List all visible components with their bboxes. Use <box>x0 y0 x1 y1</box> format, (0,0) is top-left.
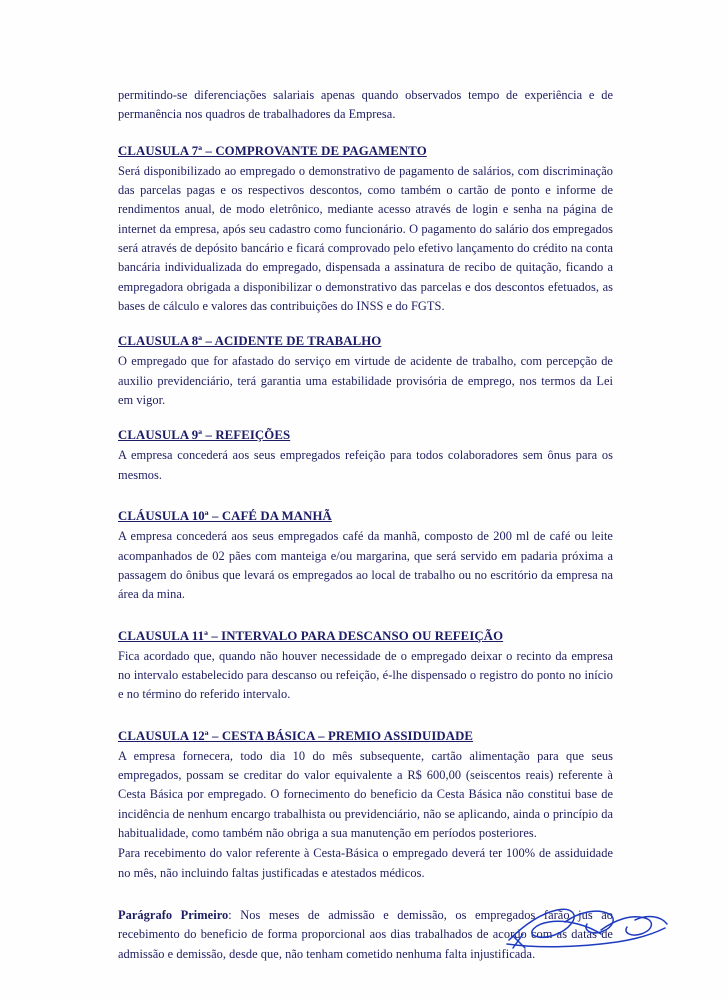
document-body <box>118 86 613 964</box>
clause-heading-7: CLAUSULA 7ª – COMPROVANTE DE PAGAMENTO <box>118 143 427 158</box>
signature-mark <box>505 900 675 970</box>
clause-paragraph-12-1: A empresa fornecera, todo dia 10 do mês subsequente, cartão alimentação para que seus empregados, possam se creditar do valor equivalente a R$ 600,00 (seiscentos reais) referente à Cesta Básica por empregado. O fornecimento do beneficio da Cesta Básica não constitui base de incidência de nenhum encargo trabalhista ou previdenciário, não se aplicando, ainda o princípio da habitualidade, como também não obriga a sua manutenção em períodos posteriores. <box>118 748 613 840</box>
clause-paragraph-7-1: Será disponibilizado ao empregado o demonstrativo de pagamento de salários, com discriminação das parcelas pagas e os respectivos descontos, como também o cartão de ponto e informe de rendimentos anual, de modo eletrônico, mediante acesso através de login e senha na página de internet da empresa, após seu cadastro como funcionário. O pagamento do salário dos empregados será através de depósito bancário e ficará comprovado pelo efetivo lançamento do crédito na conta bancária individualizada do empregado, dispensada a assinatura de recibo de quitação, ficando a empregadora obrigada a disponibilizar o demonstrativo das parcelas e dos descontos efetuados, as bases de cálculo e valores das contribuições do INSS e do FGTS. <box>118 163 613 314</box>
clause-paragraph-10-1: A empresa concederá aos seus empregados café da manhã, composto de 200 ml de café ou leite acompanhados de 02 pães com manteiga e/ou margarina, que será servido em padaria próxima a passagem do ônibus que levará os empregados ao local de trabalho ou no escritório da empresa na área da mina. <box>118 529 613 602</box>
intro-paragraph: permitindo-se diferenciações salariais apenas quando observados tempo de experiência e de permanência nos quadros de trabalhadores da Empresa. <box>118 88 613 122</box>
clause-heading-10: CLÁUSULA 10ª – CAFÉ DA MANHÃ <box>118 509 332 524</box>
clause-paragraph-8-1: O empregado que for afastado do serviço em virtude de acidente de trabalho, com percepção de auxilio previdenciário, terá garantia uma estabilidade provisória de emprego, nos termos da Lei em vigor. <box>118 354 613 408</box>
clause-section-10 <box>118 509 613 604</box>
clause-section-11 <box>118 629 613 705</box>
final-paragraph-text: : Nos meses de admissão e demissão, os empregados farão jus ao recebimento do beneficio de forma proporcional aos dias trabalhados de acordo com as datas de admissão e demissão, desde que, não tenham cometido nenhuma falta injustificada. <box>118 907 613 961</box>
clause-heading-8: CLAUSULA 8ª – ACIDENTE DE TRABALHO <box>118 334 382 349</box>
clause-section-7 <box>118 144 613 317</box>
clause-section-9 <box>118 428 613 485</box>
clause-heading-11: CLAUSULA 11ª – INTERVALO PARA DESCANSO OU REFEIÇÃO <box>118 628 504 643</box>
clause-section-8 <box>118 334 613 410</box>
clause-paragraph-11-1: Fica acordado que, quando não houver necessidade de o empregado deixar o recinto da empresa no intervalo estabelecido para descanso ou refeição, é-lhe dispensado o registro do ponto no início e no término do referido intervalo. <box>118 648 613 702</box>
clause-heading-12: CLAUSULA 12ª – CESTA BÁSICA – PREMIO ASSIDUIDADE <box>118 728 474 743</box>
clause-paragraph-9-1: A empresa concederá aos seus empregados refeição para todos colaboradores sem ônus para os mesmos. <box>118 448 613 482</box>
final-paragraph-label: Parágrafo Primeiro <box>118 907 229 922</box>
clause-section-12 <box>118 729 613 883</box>
clause-heading-9: CLAUSULA 9ª – REFEIÇÕES <box>118 428 291 443</box>
signature-area <box>505 900 675 970</box>
clause-paragraph-12-2: Para recebimento do valor referente à Cesta-Básica o empregado deverá ter 100% de assiduidade no mês, não incluindo faltas justificadas e atestados médicos. <box>118 846 613 880</box>
